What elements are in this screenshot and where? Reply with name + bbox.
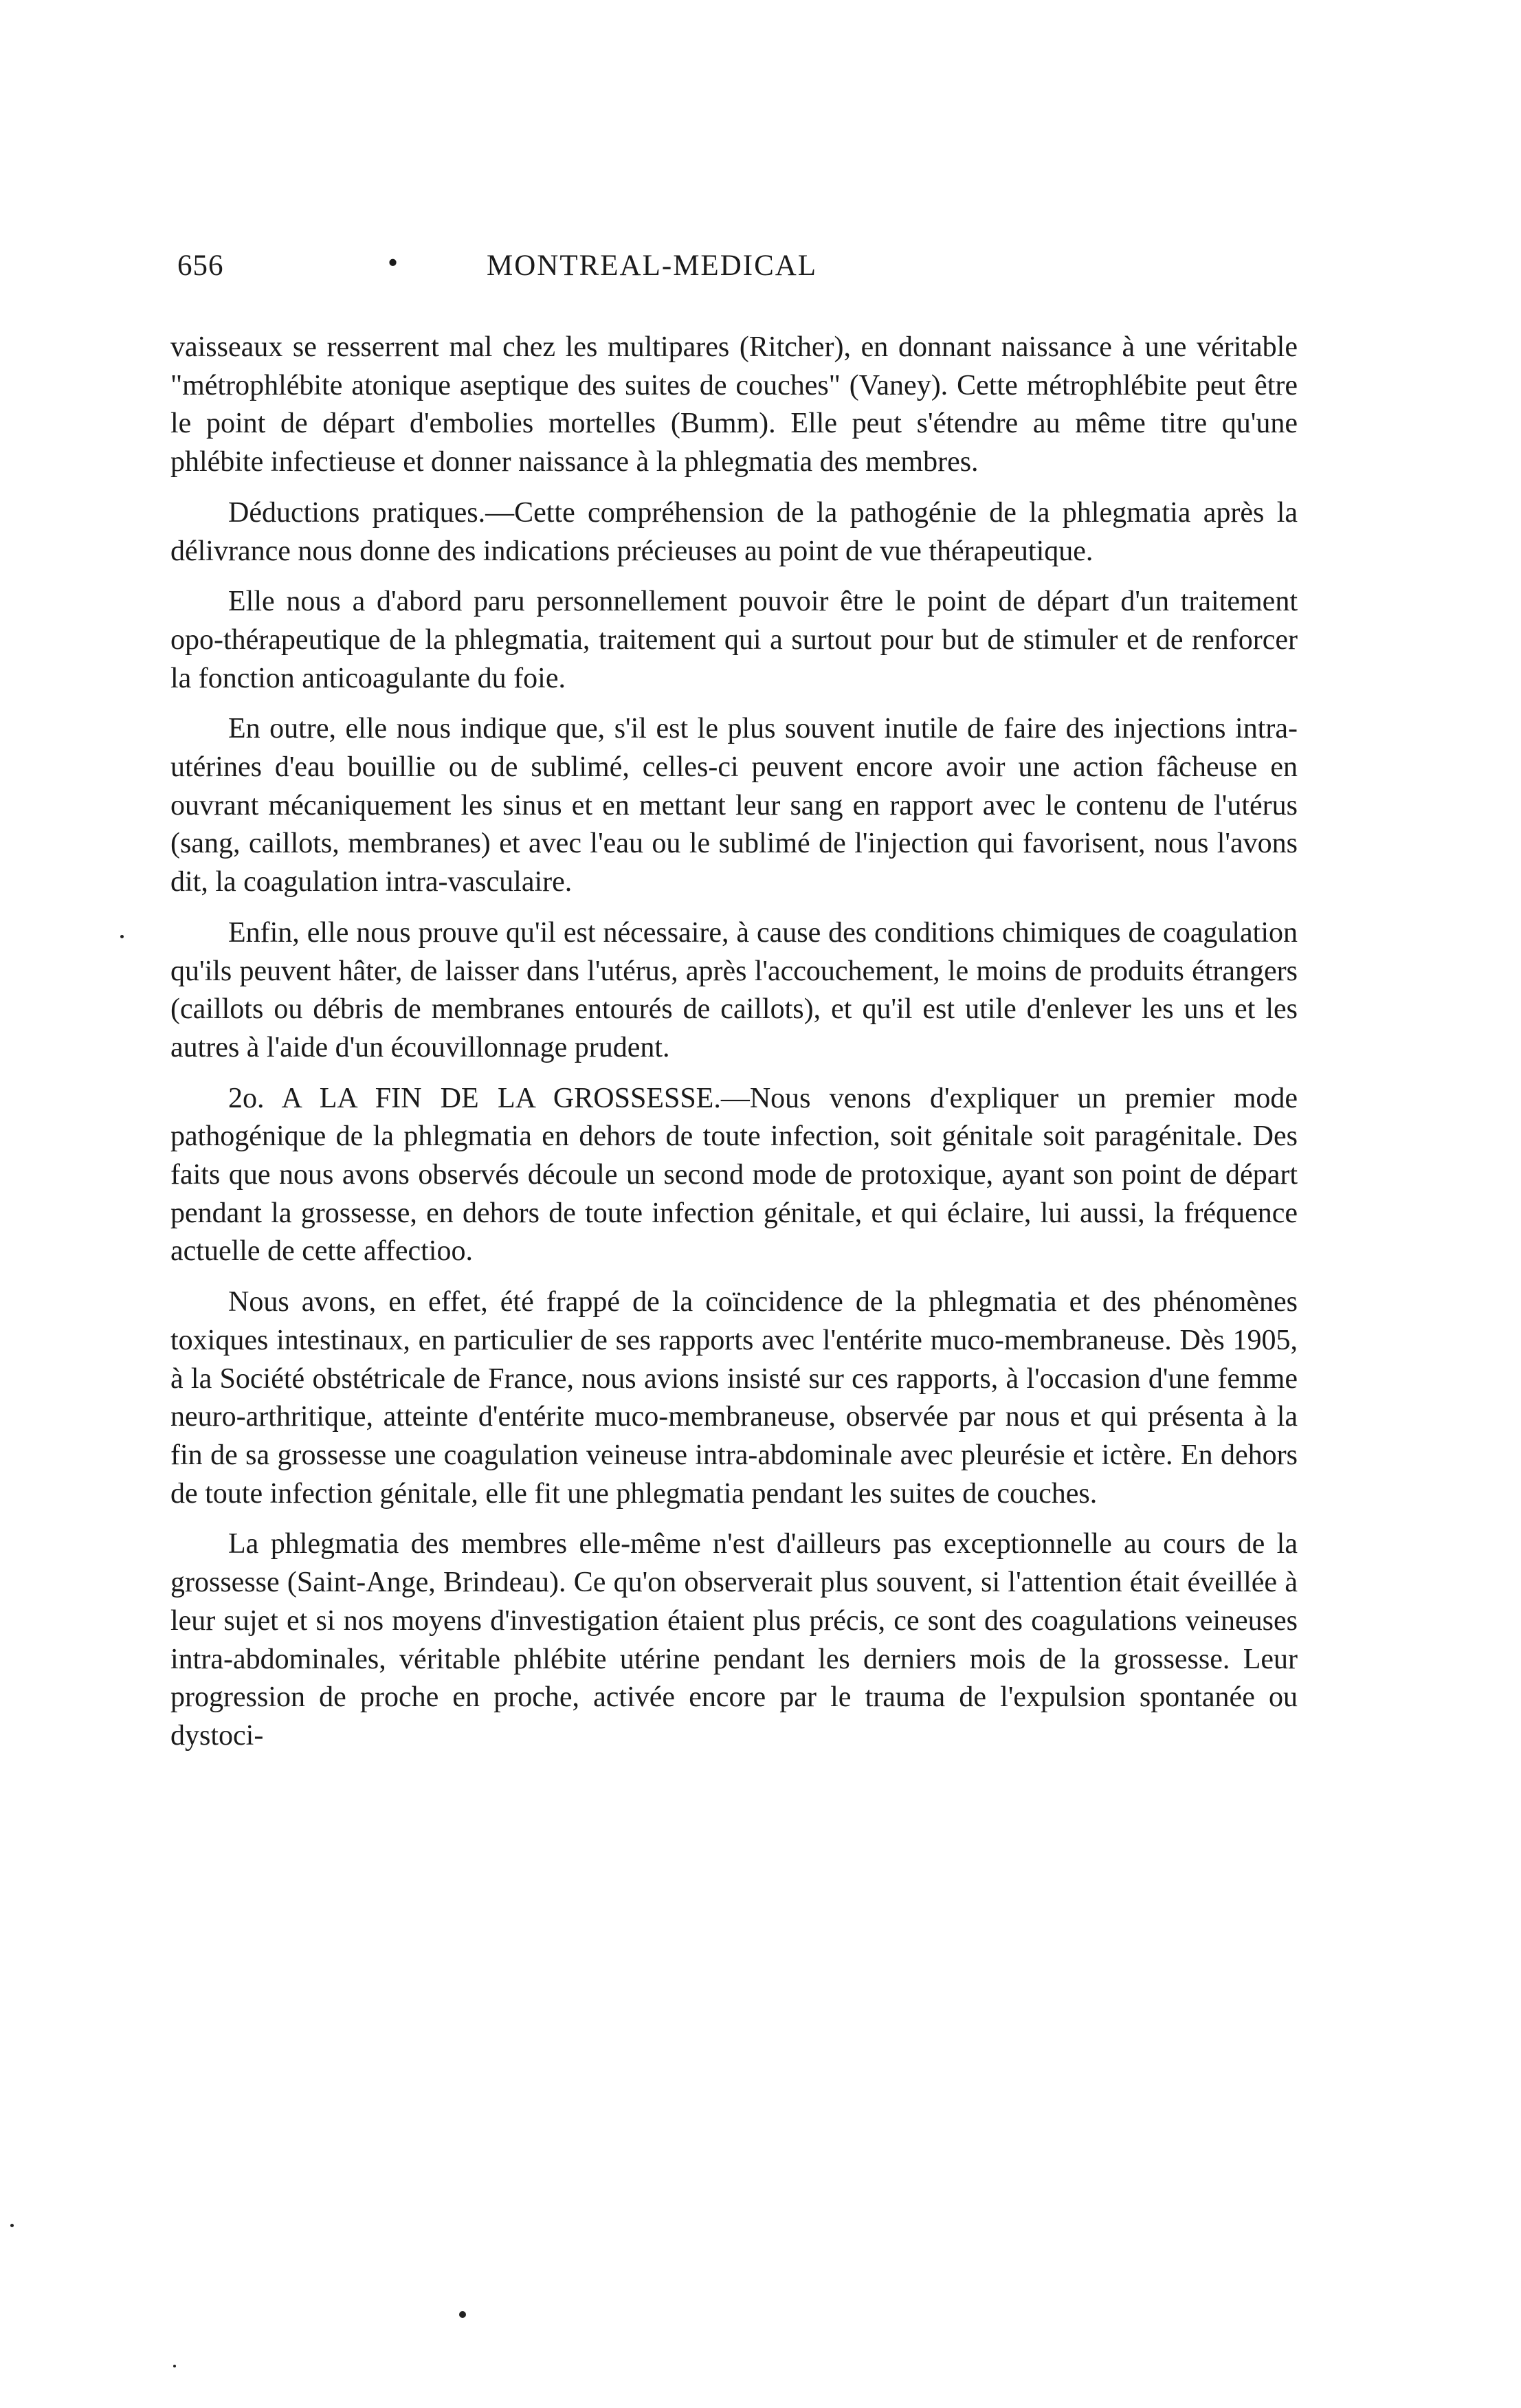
paragraph-fin-grossesse: 2o. A LA FIN DE LA GROSSESSE.—Nous venons d'expliquer un premier mode pathogénique de la phlegmatia en dehors de toute infection, soit génitale soit paragénitale. Des faits que nous avons observés découle un second mode de protoxique, ayant son point de départ pendant la grossesse, en dehors de toute infection génitale, et qui éclaire, lui aussi, la fréquence actuelle de cette affectioo.: [170, 1082, 1298, 1268]
paragraph-enfin: Enfin, elle nous prouve qu'il est nécessaire, à cause des conditions chimiques de coagulation qu'ils peuvent hâter, de laisser dans l'utérus, après l'accouchement, le moins de produits étrangers (caillots ou débris de membranes entourés de caillots), et qu'il est utile d'enlever les uns et les autres à l'aide d'un écouvillonnage prudent.: [170, 916, 1298, 1063]
page-header: [177, 249, 906, 297]
scan-speck: [459, 2311, 466, 2318]
scan-speck: [10, 2224, 14, 2227]
paragraph-traitement: Elle nous a d'abord paru personnellement pouvoir être le point de départ d'un traitement opo-thérapeutique de la phlegmatia, traitement qui a surtout pour but de stimuler et de renforcer la fonction anticoagulante du foie.: [170, 586, 1298, 694]
running-title: MONTREAL-MEDICAL: [487, 250, 818, 282]
paragraph-deductions: Déductions pratiques.—Cette compréhension de la pathogénie de la phlegmatia après la délivrance nous donne des indications précieuses au point de vue thérapeutique.: [170, 496, 1298, 567]
paragraph-coincidence: Nous avons, en effet, été frappé de la coïncidence de la phlegmatia et des phénomènes toxiques intestinaux, en particulier de ses rapports avec l'entérite muco-membraneuse. Dès 1905, à la Société obstétricale de France, nous avions insisté sur ces rapports, à l'occasion d'une femme neuro-arthritique, atteinte d'entérite muco-membraneuse, observée par nous et qui présenta à la fin de sa grossesse une coagulation veineuse intra-abdominale avec pleurésie et ictère. En dehors de toute infection génitale, elle fit une phlegmatia pendant les suites de couches.: [170, 1286, 1298, 1510]
scan-speck: [120, 935, 124, 938]
body-text: [170, 329, 1298, 1768]
paragraph-continuation: vaisseaux se resserrent mal chez les multipares (Ritcher), en donnant naissance à une véritable "métrophlébite atonique aseptique des suites de couches" (Vaney). Cette métrophlébite peut être le point de départ d'embolies mortelles (Bumm). Elle peut s'étendre au même titre qu'une phlébite infectieuse et donner naissance à la phlegmatia des membres.: [170, 331, 1298, 478]
paragraph-injections: En outre, elle nous indique que, s'il est le plus souvent inutile de faire des injections intra-utérines d'eau bouillie ou de sublimé, celles-ci peuvent encore avoir une action fâcheuse en ouvrant mécaniquement les sinus et en mettant leur sang en rapport avec le contenu de l'utérus (sang, caillots, membranes) et avec l'eau ou le sublimé de l'injection qui favorisent, nous l'avons dit, la coagulation intra-vasculaire.: [170, 713, 1298, 898]
scan-speck: [173, 2365, 176, 2367]
header-separator: •: [388, 247, 399, 279]
paragraph-membres: La phlegmatia des membres elle-même n'est d'ailleurs pas exceptionnelle au cours de la grossesse (Saint-Ange, Brindeau). Ce qu'on observerait plus souvent, si l'attention était éveillée à leur sujet et si nos moyens d'investigation étaient plus précis, ce sont des coagulations veineuses intra-abdominales, véritable phlébite utérine pendant les derniers mois de la grossesse. Leur progression de proche en proche, activée encore par le trauma de l'expulsion spontanée ou dystoci-: [170, 1528, 1298, 1752]
page-number: 656: [177, 250, 224, 282]
